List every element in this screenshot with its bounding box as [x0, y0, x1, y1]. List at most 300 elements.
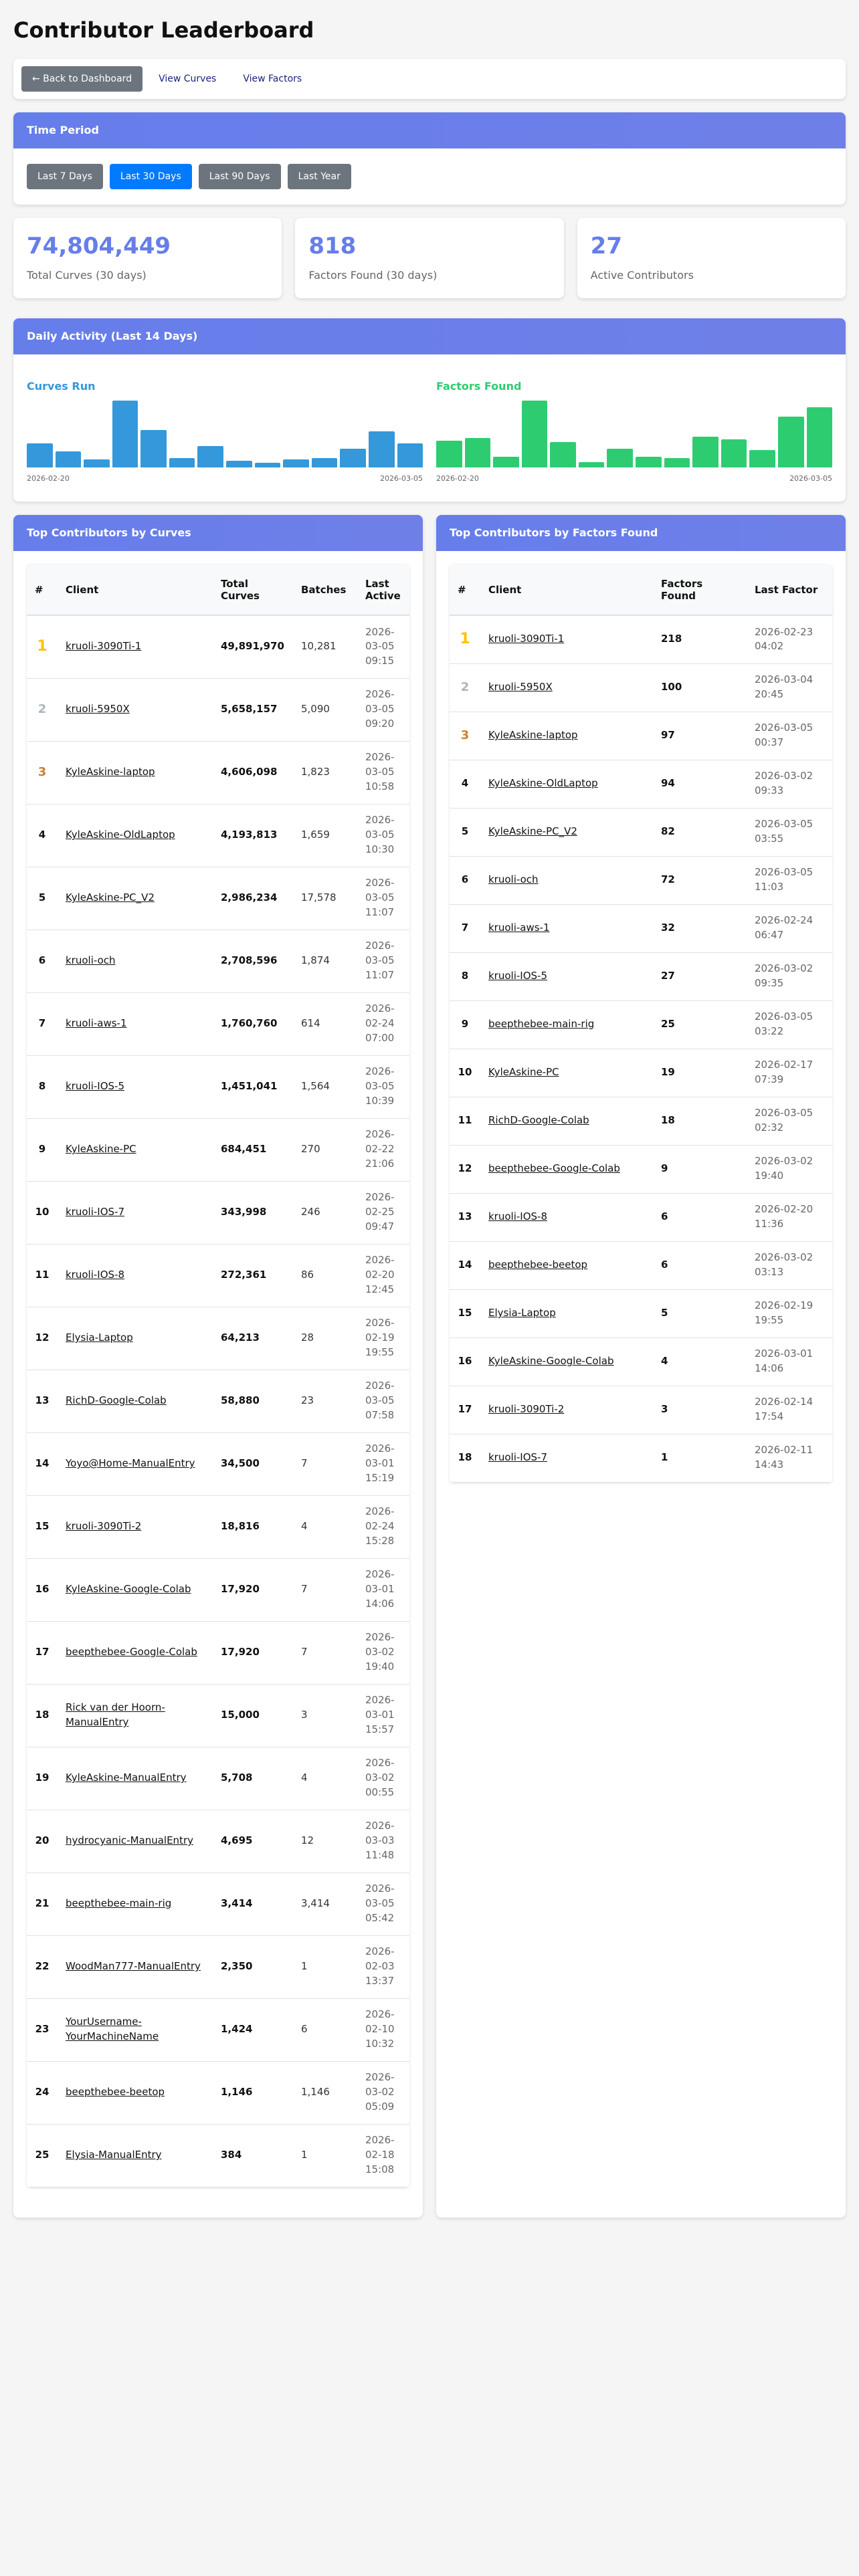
rank-cell: 12 — [450, 1145, 480, 1193]
client-link[interactable]: RichD-Google-Colab — [488, 1114, 589, 1127]
table-row — [27, 1747, 409, 1810]
factors-found-cell: 9 — [653, 1145, 747, 1193]
client-link[interactable]: beepthebee-beetop — [66, 2086, 165, 2099]
curves-run-chart — [27, 380, 423, 488]
factors-bar-10 — [692, 437, 719, 467]
batches-cell: 4 — [293, 1495, 357, 1558]
table-row — [450, 615, 832, 663]
factors-found-cell: 32 — [653, 904, 747, 952]
curves-bar-6 — [169, 458, 195, 467]
curves-bar-13 — [369, 431, 395, 467]
last-active-cell: 2026-02-24 15:28 — [357, 1495, 409, 1558]
client-cell — [480, 712, 653, 760]
batches-cell: 1,564 — [293, 1055, 357, 1118]
factors-bar-2 — [465, 438, 491, 467]
rank-cell: 9 — [27, 1118, 58, 1181]
client-cell — [58, 615, 213, 678]
table-row — [27, 804, 409, 867]
table-row — [27, 1181, 409, 1244]
rank-cell: 2 — [27, 678, 58, 741]
last-factor-cell: 2026-03-02 19:40 — [747, 1145, 832, 1193]
total-curves-cell: 34,500 — [213, 1432, 293, 1495]
rank-cell: 22 — [27, 1935, 58, 1998]
client-link[interactable]: Elysia-Laptop — [66, 1331, 133, 1344]
factors-bar-12 — [749, 450, 775, 467]
total-curves-cell: 684,451 — [213, 1118, 293, 1181]
total-curves-cell: 1,760,760 — [213, 992, 293, 1055]
col-rank: # — [27, 564, 58, 615]
period-30-days-button[interactable]: Last 30 Days — [110, 164, 192, 189]
curves-chart-dates — [27, 474, 423, 483]
rank-cell: 3 — [450, 712, 480, 760]
batches-cell: 1,874 — [293, 930, 357, 992]
client-cell — [58, 1684, 213, 1747]
last-factor-cell: 2026-02-20 11:36 — [747, 1193, 832, 1241]
factors-leaderboard-card — [436, 515, 846, 2218]
total-curves-cell: 17,920 — [213, 1621, 293, 1684]
table-row — [27, 1244, 409, 1307]
table-row — [27, 1370, 409, 1432]
client-cell — [480, 1193, 653, 1241]
last-factor-cell: 2026-02-24 06:47 — [747, 904, 832, 952]
table-row — [450, 952, 832, 1000]
factors-end-date: 2026-03-05 — [789, 474, 832, 483]
client-link[interactable]: KyleAskine-laptop — [488, 729, 578, 742]
table-row — [27, 2061, 409, 2124]
last-active-cell: 2026-03-02 05:09 — [357, 2061, 409, 2124]
client-link[interactable]: Elysia-ManualEntry — [66, 2149, 162, 2161]
rank-cell: 4 — [27, 804, 58, 867]
client-cell — [58, 1181, 213, 1244]
table-row — [27, 1307, 409, 1370]
total-curves-cell: 64,213 — [213, 1307, 293, 1370]
client-cell — [58, 1621, 213, 1684]
factors-column — [436, 515, 846, 2231]
time-period-card — [13, 112, 846, 205]
rank-cell: 17 — [27, 1621, 58, 1684]
client-cell — [58, 741, 213, 804]
rank-cell: 10 — [450, 1049, 480, 1097]
factors-bar-13 — [778, 417, 804, 467]
last-active-cell: 2026-03-05 10:30 — [357, 804, 409, 867]
last-active-cell: 2026-02-19 19:55 — [357, 1307, 409, 1370]
table-row — [450, 1337, 832, 1386]
table-row — [450, 1000, 832, 1049]
curves-bar-3 — [84, 459, 110, 467]
client-cell — [58, 1998, 213, 2061]
factors-found-cell: 3 — [653, 1386, 747, 1434]
rank-cell: 8 — [27, 1055, 58, 1118]
rank-cell: 2 — [450, 663, 480, 712]
curves-chart-title: Curves Run — [27, 380, 96, 393]
table-row — [450, 1434, 832, 1482]
client-link[interactable]: KyleAskine-PC — [488, 1066, 559, 1079]
client-link[interactable]: KyleAskine-OldLaptop — [66, 829, 175, 841]
curves-leaderboard-body — [13, 551, 423, 2201]
factors-bar-1 — [436, 441, 462, 467]
rank-cell: 1 — [450, 615, 480, 663]
factors-bars — [436, 401, 832, 467]
nav-bar — [13, 59, 846, 99]
client-link[interactable]: kruoli-aws-1 — [66, 1017, 127, 1030]
client-link[interactable]: kruoli-IOS-7 — [488, 1451, 547, 1464]
rank-cell: 12 — [27, 1307, 58, 1370]
client-link[interactable]: hydrocyanic-ManualEntry — [66, 1834, 193, 1847]
batches-cell: 1 — [293, 2124, 357, 2187]
table-row — [27, 1684, 409, 1747]
batches-cell: 270 — [293, 1118, 357, 1181]
batches-cell: 23 — [293, 1370, 357, 1432]
rank-cell: 19 — [27, 1747, 58, 1810]
curves-start-date: 2026-02-20 — [27, 474, 70, 483]
table-row — [450, 760, 832, 808]
daily-activity-card — [13, 318, 846, 502]
client-link[interactable]: KyleAskine-PC — [66, 1143, 136, 1156]
period-7-days-button[interactable]: Last 7 Days — [27, 164, 103, 189]
table-row — [450, 1241, 832, 1289]
client-cell — [480, 615, 653, 663]
client-link[interactable]: kruoli-IOS-5 — [488, 970, 547, 982]
last-active-cell: 2026-03-01 15:19 — [357, 1432, 409, 1495]
client-cell — [58, 930, 213, 992]
curves-end-date: 2026-03-05 — [380, 474, 423, 483]
view-curves-link[interactable]: View Curves — [159, 74, 217, 84]
time-period-header: Time Period — [13, 112, 846, 148]
client-link[interactable]: kruoli-IOS-8 — [488, 1210, 547, 1223]
client-cell — [58, 1118, 213, 1181]
rank-cell: 23 — [27, 1998, 58, 2061]
period-90-days-button[interactable]: Last 90 Days — [199, 164, 281, 189]
factors-bar-6 — [579, 462, 605, 467]
client-link[interactable]: beepthebee-beetop — [488, 1259, 588, 1271]
last-factor-cell: 2026-02-19 19:55 — [747, 1289, 832, 1337]
factors-found-cell: 100 — [653, 663, 747, 712]
batches-cell: 7 — [293, 1621, 357, 1684]
table-row — [27, 1810, 409, 1872]
rank-cell: 20 — [27, 1810, 58, 1872]
rank-cell: 17 — [450, 1386, 480, 1434]
curves-bar-10 — [283, 459, 309, 467]
curves-bar-14 — [397, 443, 423, 467]
curves-bar-5 — [140, 430, 167, 467]
factors-found-cell: 5 — [653, 1289, 747, 1337]
batches-cell: 28 — [293, 1307, 357, 1370]
client-link[interactable]: kruoli-IOS-7 — [66, 1206, 124, 1218]
last-factor-cell: 2026-03-04 20:45 — [747, 663, 832, 712]
batches-cell: 7 — [293, 1432, 357, 1495]
client-cell — [58, 992, 213, 1055]
curves-table-body — [27, 615, 409, 2187]
last-factor-cell: 2026-03-02 03:13 — [747, 1241, 832, 1289]
table-row — [27, 678, 409, 741]
table-row — [450, 1289, 832, 1337]
last-factor-cell: 2026-02-11 14:43 — [747, 1434, 832, 1482]
col-batches: Batches — [293, 564, 357, 615]
stat-label: Total Curves (30 days) — [27, 269, 147, 282]
total-curves-cell: 2,350 — [213, 1935, 293, 1998]
stat-value: 74,804,449 — [27, 233, 171, 259]
client-link[interactable]: kruoli-aws-1 — [488, 922, 550, 934]
client-cell — [58, 1055, 213, 1118]
factors-bar-7 — [607, 449, 633, 467]
rank-cell: 11 — [27, 1244, 58, 1307]
client-cell — [480, 1049, 653, 1097]
rank-cell: 4 — [450, 760, 480, 808]
rank-cell: 21 — [27, 1872, 58, 1935]
stat-active-contributors — [577, 218, 846, 298]
last-active-cell: 2026-03-05 07:58 — [357, 1370, 409, 1432]
rank-cell: 3 — [27, 741, 58, 804]
last-active-cell: 2026-03-05 11:07 — [357, 867, 409, 930]
last-factor-cell: 2026-03-05 00:37 — [747, 712, 832, 760]
rank-cell: 11 — [450, 1097, 480, 1145]
client-link[interactable]: KyleAskine-OldLaptop — [488, 777, 598, 790]
last-active-cell: 2026-03-05 11:07 — [357, 930, 409, 992]
total-curves-cell: 4,606,098 — [213, 741, 293, 804]
total-curves-cell: 5,658,157 — [213, 678, 293, 741]
client-cell — [58, 1495, 213, 1558]
rank-cell: 7 — [27, 992, 58, 1055]
total-curves-cell: 5,708 — [213, 1747, 293, 1810]
last-factor-cell: 2026-03-05 11:03 — [747, 856, 832, 904]
last-active-cell: 2026-03-05 09:20 — [357, 678, 409, 741]
client-cell — [480, 1434, 653, 1482]
total-curves-cell: 1,424 — [213, 1998, 293, 2061]
factors-start-date: 2026-02-20 — [436, 474, 479, 483]
col-factors-found: Factors Found — [653, 564, 747, 615]
client-link[interactable]: KyleAskine-laptop — [66, 766, 155, 778]
last-active-cell: 2026-03-05 10:58 — [357, 741, 409, 804]
client-link[interactable]: YourUsername-YourMachineName — [66, 2016, 159, 2042]
factors-bar-4 — [522, 401, 548, 467]
rank-cell: 15 — [27, 1495, 58, 1558]
total-curves-cell: 17,920 — [213, 1558, 293, 1621]
client-cell — [480, 663, 653, 712]
factors-found-cell: 18 — [653, 1097, 747, 1145]
client-link[interactable]: KyleAskine-ManualEntry — [66, 1772, 187, 1784]
table-row — [27, 741, 409, 804]
table-row — [450, 1049, 832, 1097]
last-active-cell: 2026-03-05 05:42 — [357, 1872, 409, 1935]
factors-found-cell: 97 — [653, 712, 747, 760]
client-link[interactable]: kruoli-3090Ti-1 — [488, 633, 565, 645]
client-link[interactable]: KyleAskine-PC_V2 — [66, 891, 155, 904]
table-row — [450, 1386, 832, 1434]
factors-found-cell: 27 — [653, 952, 747, 1000]
batches-cell: 12 — [293, 1810, 357, 1872]
client-link[interactable]: Yoyo@Home-ManualEntry — [66, 1457, 195, 1470]
rank-cell: 24 — [27, 2061, 58, 2124]
client-link[interactable]: KyleAskine-PC_V2 — [488, 825, 577, 838]
total-curves-cell: 343,998 — [213, 1181, 293, 1244]
curves-bar-8 — [226, 461, 252, 467]
rank-cell: 16 — [27, 1558, 58, 1621]
client-link[interactable]: kruoli-och — [488, 873, 539, 886]
client-link[interactable]: Elysia-Laptop — [488, 1307, 556, 1319]
table-row — [27, 1495, 409, 1558]
table-row — [27, 1872, 409, 1935]
rank-cell: 5 — [450, 808, 480, 856]
client-cell — [58, 2124, 213, 2187]
last-active-cell: 2026-02-03 13:37 — [357, 1935, 409, 1998]
stat-total-curves — [13, 218, 282, 298]
back-to-dashboard-button[interactable]: ← Back to Dashboard — [21, 66, 142, 92]
curves-bar-7 — [197, 446, 223, 467]
batches-cell: 86 — [293, 1244, 357, 1307]
client-cell — [58, 1558, 213, 1621]
client-link[interactable]: kruoli-3090Ti-2 — [66, 1520, 142, 1533]
total-curves-cell: 3,414 — [213, 1872, 293, 1935]
batches-cell: 10,281 — [293, 615, 357, 678]
client-link[interactable]: RichD-Google-Colab — [66, 1394, 167, 1407]
curves-bar-2 — [56, 451, 82, 467]
client-link[interactable]: beepthebee-main-rig — [488, 1018, 595, 1031]
table-row — [27, 1558, 409, 1621]
curves-bar-12 — [340, 449, 366, 467]
period-last-year-button[interactable]: Last Year — [288, 164, 351, 189]
last-active-cell: 2026-02-24 07:00 — [357, 992, 409, 1055]
curves-leaderboard-card — [13, 515, 423, 2218]
last-factor-cell: 2026-03-05 03:22 — [747, 1000, 832, 1049]
col-total-curves: Total Curves — [213, 564, 293, 615]
table-row — [450, 1145, 832, 1193]
table-row — [27, 1998, 409, 2061]
table-row — [450, 856, 832, 904]
total-curves-cell: 2,708,596 — [213, 930, 293, 992]
client-cell — [480, 952, 653, 1000]
factors-bar-11 — [721, 439, 747, 467]
factors-leaderboard-body — [436, 551, 846, 1496]
client-link[interactable]: KyleAskine-Google-Colab — [488, 1355, 614, 1368]
total-curves-cell: 1,451,041 — [213, 1055, 293, 1118]
total-curves-cell: 384 — [213, 2124, 293, 2187]
client-link[interactable]: kruoli-5950X — [66, 703, 130, 716]
factors-leaderboard-table — [450, 564, 832, 1483]
table-row — [27, 930, 409, 992]
client-cell — [58, 1370, 213, 1432]
client-link[interactable]: beepthebee-Google-Colab — [488, 1162, 620, 1175]
col-rank: # — [450, 564, 480, 615]
curves-bar-11 — [312, 458, 338, 467]
last-active-cell: 2026-03-03 11:48 — [357, 1810, 409, 1872]
last-active-cell: 2026-02-22 21:06 — [357, 1118, 409, 1181]
last-active-cell: 2026-03-02 19:40 — [357, 1621, 409, 1684]
batches-cell: 4 — [293, 1747, 357, 1810]
client-link[interactable]: kruoli-IOS-5 — [66, 1080, 124, 1093]
client-link[interactable]: kruoli-5950X — [488, 681, 553, 693]
last-factor-cell: 2026-03-01 14:06 — [747, 1337, 832, 1386]
batches-cell: 3,414 — [293, 1872, 357, 1935]
client-cell — [480, 1289, 653, 1337]
batches-cell: 1,823 — [293, 741, 357, 804]
last-active-cell: 2026-03-02 00:55 — [357, 1747, 409, 1810]
stat-label: Active Contributors — [590, 269, 694, 282]
client-cell — [58, 2061, 213, 2124]
client-cell — [58, 1244, 213, 1307]
client-cell — [58, 867, 213, 930]
client-link[interactable]: beepthebee-Google-Colab — [66, 1646, 197, 1658]
daily-activity-header: Daily Activity (Last 14 Days) — [13, 318, 846, 354]
factors-bar-8 — [636, 457, 662, 467]
stats-row — [13, 218, 846, 298]
client-link[interactable]: KyleAskine-Google-Colab — [66, 1583, 191, 1596]
curves-bar-4 — [112, 401, 138, 467]
curves-leaderboard-header: Top Contributors by Curves — [13, 515, 423, 551]
client-link[interactable]: kruoli-3090Ti-1 — [66, 640, 142, 653]
last-factor-cell: 2026-02-17 07:39 — [747, 1049, 832, 1097]
client-cell — [480, 856, 653, 904]
client-cell — [58, 804, 213, 867]
view-factors-link[interactable]: View Factors — [243, 74, 302, 84]
factors-found-cell: 4 — [653, 1337, 747, 1386]
client-link[interactable]: WoodMan777-ManualEntry — [66, 1960, 201, 1973]
total-curves-cell: 2,986,234 — [213, 867, 293, 930]
last-factor-cell: 2026-03-02 09:33 — [747, 760, 832, 808]
client-link[interactable]: Rick van der Hoorn-ManualEntry — [66, 1701, 165, 1728]
stat-value: 27 — [590, 233, 622, 259]
col-last-factor: Last Factor — [747, 564, 832, 615]
rank-cell: 5 — [27, 867, 58, 930]
rank-cell: 18 — [450, 1434, 480, 1482]
client-link[interactable]: kruoli-IOS-8 — [66, 1269, 124, 1281]
last-active-cell: 2026-02-10 10:32 — [357, 1998, 409, 2061]
factors-found-cell: 6 — [653, 1241, 747, 1289]
client-cell — [480, 1386, 653, 1434]
rank-cell: 10 — [27, 1181, 58, 1244]
last-active-cell: 2026-02-18 15:08 — [357, 2124, 409, 2187]
client-cell — [58, 1872, 213, 1935]
col-last-active: Last Active — [357, 564, 409, 615]
total-curves-cell: 272,361 — [213, 1244, 293, 1307]
factors-table-body — [450, 615, 832, 1482]
client-link[interactable]: beepthebee-main-rig — [66, 1897, 172, 1910]
client-link[interactable]: kruoli-3090Ti-2 — [488, 1403, 565, 1416]
last-active-cell: 2026-03-05 10:39 — [357, 1055, 409, 1118]
batches-cell: 614 — [293, 992, 357, 1055]
total-curves-cell: 49,891,970 — [213, 615, 293, 678]
factors-found-cell: 218 — [653, 615, 747, 663]
factors-found-cell: 19 — [653, 1049, 747, 1097]
total-curves-cell: 4,193,813 — [213, 804, 293, 867]
stat-factors-found — [295, 218, 563, 298]
last-active-cell: 2026-02-25 09:47 — [357, 1181, 409, 1244]
col-client: Client — [480, 564, 653, 615]
table-row — [27, 1432, 409, 1495]
table-header-row — [27, 564, 409, 615]
stat-label: Factors Found (30 days) — [308, 269, 438, 282]
rank-cell: 15 — [450, 1289, 480, 1337]
factors-bar-14 — [807, 407, 833, 467]
last-active-cell: 2026-03-05 09:15 — [357, 615, 409, 678]
client-cell — [480, 1241, 653, 1289]
time-period-options — [13, 148, 846, 205]
batches-cell: 7 — [293, 1558, 357, 1621]
factors-bar-3 — [493, 457, 519, 467]
rank-cell: 18 — [27, 1684, 58, 1747]
factors-found-cell: 25 — [653, 1000, 747, 1049]
last-factor-cell: 2026-02-14 17:54 — [747, 1386, 832, 1434]
table-header-row — [450, 564, 832, 615]
client-cell — [480, 1000, 653, 1049]
batches-cell: 17,578 — [293, 867, 357, 930]
client-link[interactable]: kruoli-och — [66, 954, 116, 967]
table-row — [27, 992, 409, 1055]
factors-bar-5 — [550, 442, 576, 467]
batches-cell: 246 — [293, 1181, 357, 1244]
leaderboard-columns — [13, 515, 846, 2231]
client-cell — [480, 760, 653, 808]
client-cell — [58, 678, 213, 741]
